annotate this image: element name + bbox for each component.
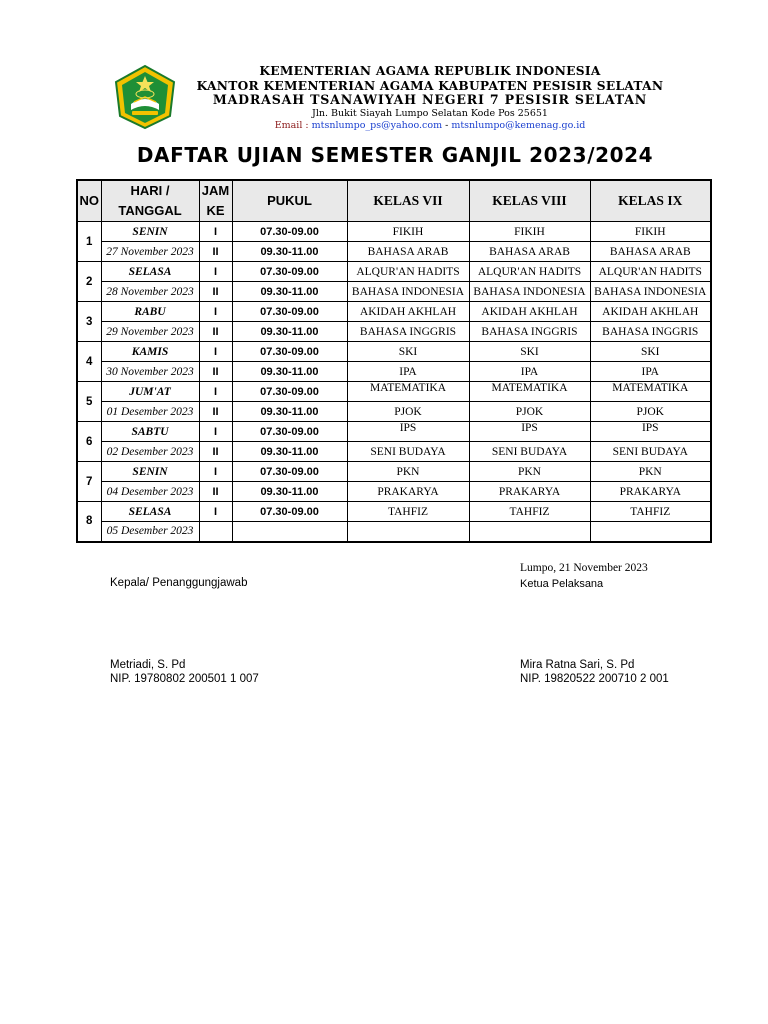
- subject-kelas-ix: TAHFIZ: [590, 502, 711, 522]
- subject-kelas-vii: ALQUR'AN HADITS: [347, 262, 469, 282]
- subject-kelas-vii: SKI: [347, 342, 469, 362]
- subject-kelas-viii: PRAKARYA: [469, 482, 590, 502]
- subject-kelas-ix: IPS: [590, 422, 711, 442]
- row-number: 3: [77, 302, 101, 342]
- session-number: [199, 522, 232, 542]
- exam-date: 28 November 2023: [101, 282, 199, 302]
- session-number: II: [199, 282, 232, 302]
- subject-kelas-ix: BAHASA ARAB: [590, 242, 711, 262]
- row-number: 7: [77, 462, 101, 502]
- row-number: 4: [77, 342, 101, 382]
- session-number: II: [199, 482, 232, 502]
- session-time: 09.30-11.00: [232, 482, 347, 502]
- subject-kelas-ix: FIKIH: [590, 222, 711, 242]
- table-row: [77, 442, 711, 462]
- kemenag-logo-icon: [112, 64, 178, 130]
- day-name: SELASA: [101, 502, 199, 522]
- row-number: 1: [77, 222, 101, 262]
- exam-date: 27 November 2023: [101, 242, 199, 262]
- table-row: [77, 382, 711, 402]
- email-label: Email :: [274, 119, 309, 131]
- subject-kelas-ix: AKIDAH AKHLAH: [590, 302, 711, 322]
- page-title: DAFTAR UJIAN SEMESTER GANJIL 2023/2024: [136, 143, 654, 167]
- session-number: I: [199, 222, 232, 242]
- place-date: Lumpo, 21 November 2023: [520, 562, 648, 574]
- school-email: [190, 120, 670, 132]
- session-number: I: [199, 302, 232, 322]
- subject-kelas-viii: PJOK: [469, 402, 590, 422]
- session-number: II: [199, 402, 232, 422]
- subject-kelas-ix: BAHASA INGGRIS: [590, 322, 711, 342]
- session-time: 09.30-11.00: [232, 442, 347, 462]
- subject-kelas-viii: ALQUR'AN HADITS: [469, 262, 590, 282]
- subject-kelas-vii: FIKIH: [347, 222, 469, 242]
- subject-kelas-ix: PJOK: [590, 402, 711, 422]
- subject-kelas-vii: IPS: [347, 422, 469, 442]
- day-name: SABTU: [101, 422, 199, 442]
- table-row: [77, 522, 711, 542]
- session-time: 09.30-11.00: [232, 242, 347, 262]
- session-time: 09.30-11.00: [232, 402, 347, 422]
- session-number: I: [199, 422, 232, 442]
- subject-kelas-viii: PKN: [469, 462, 590, 482]
- exam-date: 29 November 2023: [101, 322, 199, 342]
- subject-kelas-vii: SENI BUDAYA: [347, 442, 469, 462]
- exam-date: 04 Desember 2023: [101, 482, 199, 502]
- subject-kelas-viii: [469, 522, 590, 542]
- table-header-row: [77, 180, 711, 222]
- header-jam: JAM: [201, 183, 230, 198]
- header-jam-ke: [199, 180, 232, 222]
- session-time: 07.30-09.00: [232, 302, 347, 322]
- session-time: 07.30-09.00: [232, 262, 347, 282]
- header-kelas-ix: KELAS IX: [590, 180, 711, 222]
- subject-kelas-ix: PKN: [590, 462, 711, 482]
- session-number: I: [199, 342, 232, 362]
- email-separator: -: [442, 119, 452, 131]
- session-number: I: [199, 462, 232, 482]
- subject-kelas-vii: BAHASA INDONESIA: [347, 282, 469, 302]
- subject-kelas-viii: IPS: [469, 422, 590, 442]
- table-row: [77, 402, 711, 422]
- table-row: [77, 242, 711, 262]
- exam-date: 02 Desember 2023: [101, 442, 199, 462]
- header-hari-tanggal: [101, 180, 199, 222]
- table-row: [77, 482, 711, 502]
- school-address: Jln. Bukit Siayah Lumpo Selatan Kode Pos 25651: [312, 107, 548, 119]
- subject-kelas-vii: [347, 522, 469, 542]
- table-row: [77, 222, 711, 242]
- row-number: 8: [77, 502, 101, 542]
- header-pukul: PUKUL: [232, 180, 347, 222]
- subject-kelas-viii: AKIDAH AKHLAH: [469, 302, 590, 322]
- exam-schedule-table: [76, 179, 712, 543]
- left-signer-nip: NIP. 19780802 200501 1 007: [110, 673, 259, 685]
- subject-kelas-vii: BAHASA INGGRIS: [347, 322, 469, 342]
- session-time: 09.30-11.00: [232, 362, 347, 382]
- left-role: Kepala/ Penanggungjawab: [110, 577, 248, 589]
- subject-kelas-ix: PRAKARYA: [590, 482, 711, 502]
- subject-kelas-vii: IPA: [347, 362, 469, 382]
- session-number: I: [199, 382, 232, 402]
- header-kelas-viii: KELAS VIII: [469, 180, 590, 222]
- subject-kelas-viii: FIKIH: [469, 222, 590, 242]
- left-signer-name: Metriadi, S. Pd: [110, 659, 186, 671]
- subject-kelas-ix: MATEMATIKA: [590, 382, 711, 402]
- session-number: II: [199, 322, 232, 342]
- table-row: [77, 502, 711, 522]
- subject-kelas-vii: AKIDAH AKHLAH: [347, 302, 469, 322]
- exam-date: 01 Desember 2023: [101, 402, 199, 422]
- subject-kelas-vii: PKN: [347, 462, 469, 482]
- session-number: II: [199, 362, 232, 382]
- subject-kelas-ix: ALQUR'AN HADITS: [590, 262, 711, 282]
- office-name: KANTOR KEMENTERIAN AGAMA KABUPATEN PESISIR SELATAN: [196, 78, 664, 93]
- day-name: RABU: [101, 302, 199, 322]
- table-row: [77, 322, 711, 342]
- subject-kelas-vii: MATEMATIKA: [347, 382, 469, 402]
- exam-date: 30 November 2023: [101, 362, 199, 382]
- subject-kelas-viii: BAHASA ARAB: [469, 242, 590, 262]
- day-name: SELASA: [101, 262, 199, 282]
- header-tanggal: TANGGAL: [118, 203, 182, 218]
- day-name: SENIN: [101, 222, 199, 242]
- exam-date: 05 Desember 2023: [101, 522, 199, 542]
- subject-kelas-viii: BAHASA INDONESIA: [469, 282, 590, 302]
- table-row: [77, 262, 711, 282]
- subject-kelas-vii: PRAKARYA: [347, 482, 469, 502]
- email-link-1[interactable]: mtsnlumpo_ps@yahoo.com: [311, 119, 443, 131]
- subject-kelas-viii: MATEMATIKA: [469, 382, 590, 402]
- right-role: Ketua Pelaksana: [520, 578, 604, 590]
- session-time: 09.30-11.00: [232, 282, 347, 302]
- table-row: [77, 302, 711, 322]
- row-number: 6: [77, 422, 101, 462]
- header-ke: KE: [206, 203, 225, 218]
- header-kelas-vii: KELAS VII: [347, 180, 469, 222]
- session-number: II: [199, 442, 232, 462]
- day-name: JUM'AT: [101, 382, 199, 402]
- subject-kelas-ix: BAHASA INDONESIA: [590, 282, 711, 302]
- subject-kelas-ix: IPA: [590, 362, 711, 382]
- subject-kelas-viii: BAHASA INGGRIS: [469, 322, 590, 342]
- row-number: 2: [77, 262, 101, 302]
- session-number: II: [199, 242, 232, 262]
- letterhead-text: [190, 64, 670, 132]
- subject-kelas-ix: SENI BUDAYA: [590, 442, 711, 462]
- table-row: [77, 362, 711, 382]
- session-time: 07.30-09.00: [232, 502, 347, 522]
- subject-kelas-ix: SKI: [590, 342, 711, 362]
- day-name: KAMIS: [101, 342, 199, 362]
- table-row: [77, 422, 711, 442]
- session-number: I: [199, 502, 232, 522]
- right-signer-name: Mira Ratna Sari, S. Pd: [520, 659, 635, 671]
- subject-kelas-viii: IPA: [469, 362, 590, 382]
- subject-kelas-vii: PJOK: [347, 402, 469, 422]
- session-time: 07.30-09.00: [232, 222, 347, 242]
- subject-kelas-vii: BAHASA ARAB: [347, 242, 469, 262]
- subject-kelas-viii: SENI BUDAYA: [469, 442, 590, 462]
- session-number: I: [199, 262, 232, 282]
- session-time: [232, 522, 347, 542]
- letterhead: [0, 58, 768, 136]
- row-number: 5: [77, 382, 101, 422]
- session-time: 09.30-11.00: [232, 322, 347, 342]
- right-signer-nip: NIP. 19820522 200710 2 001: [520, 673, 669, 685]
- session-time: 07.30-09.00: [232, 422, 347, 442]
- subject-kelas-vii: TAHFIZ: [347, 502, 469, 522]
- subject-kelas-viii: TAHFIZ: [469, 502, 590, 522]
- session-time: 07.30-09.00: [232, 342, 347, 362]
- ministry-name: KEMENTERIAN AGAMA REPUBLIK INDONESIA: [259, 64, 601, 78]
- table-row: [77, 282, 711, 302]
- session-time: 07.30-09.00: [232, 382, 347, 402]
- email-link-2[interactable]: mtsnlumpo@kemenag.go.id: [451, 119, 586, 131]
- school-name: MADRASAH TSANAWIYAH NEGERI 7 PESISIR SELATAN: [212, 92, 648, 107]
- header-hari: HARI /: [130, 183, 170, 198]
- header-no: NO: [77, 180, 101, 222]
- schedule-body: [77, 222, 711, 542]
- session-time: 07.30-09.00: [232, 462, 347, 482]
- table-row: [77, 342, 711, 362]
- subject-kelas-ix: [590, 522, 711, 542]
- subject-kelas-viii: SKI: [469, 342, 590, 362]
- table-row: [77, 462, 711, 482]
- day-name: SENIN: [101, 462, 199, 482]
